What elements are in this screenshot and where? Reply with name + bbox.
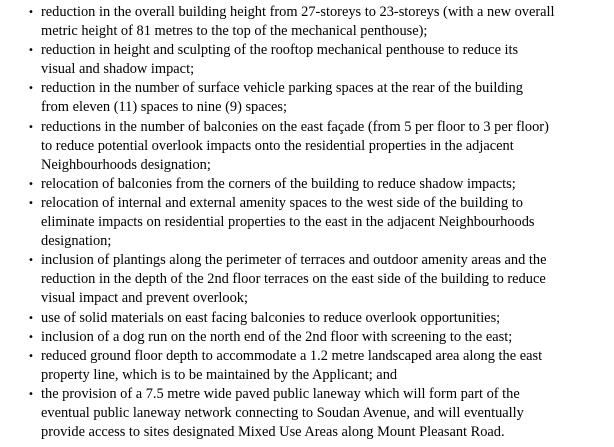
list-item-line: relocation of balconies from the corners of the building to reduce shadow impacts; (41, 175, 516, 192)
bullet-icon: • (28, 331, 34, 343)
list-item-line: use of solid materials on east facing balconies to reduce overlook opportunities; (41, 309, 501, 326)
list-item (0, 41, 614, 79)
list-item-line: reduced ground floor depth to accommodate a 1.2 metre landscaped area along the east (41, 347, 543, 364)
bullet-icon: • (28, 178, 34, 190)
list-item-line: reduction in the depth of the 2nd floor terraces on the east side of the building to reduce (41, 271, 546, 288)
list-item (0, 251, 614, 308)
list-item (0, 175, 614, 194)
list-item-line: reduction in the overall building height from 27-storeys to 23-storeys (with a new overall (41, 4, 555, 20)
list-item-line: visual and shadow impact; (41, 61, 195, 78)
list-item (0, 118, 614, 175)
list-item-line: to reduce potential overlook impacts onto the residential properties in the adjacent (41, 137, 514, 154)
bullet-icon: • (28, 197, 34, 209)
bullet-icon: • (28, 121, 34, 133)
list-item (0, 3, 614, 41)
list-item-line: inclusion of plantings along the perimeter of terraces and outdoor amenity areas and the (41, 252, 547, 269)
list-item-line: designation; (41, 233, 112, 250)
list-item (0, 79, 614, 117)
list-item-line: eliminate impacts on residential properties to the east in the adjacent Neighbourhoods (41, 214, 535, 231)
bullet-list (0, 3, 614, 442)
list-item (0, 385, 614, 442)
list-item (0, 194, 614, 251)
bullet-icon: • (28, 83, 34, 95)
list-item-line: provide access to sites designated Mixed Use Areas along Mount Pleasant Road. (41, 424, 505, 441)
list-item-line: visual impact and prevent overlook; (41, 290, 249, 307)
list-item-line: metric height of 81 metres to the top of the mechanical penthouse); (41, 23, 428, 40)
list-item-line: inclusion of a dog run on the north end of the 2nd floor with screening to the east; (41, 328, 513, 345)
bullet-icon: • (28, 312, 34, 324)
list-item-line: from eleven (11) spaces to nine (9) spaces; (41, 99, 288, 116)
list-item-line: eventual public laneway network connecting to Soudan Avenue, and will eventually (41, 404, 524, 421)
list-item-line: Neighbourhoods designation; (41, 156, 211, 173)
list-item-line: reduction in the number of surface vehicle parking spaces at the rear of the building (41, 80, 523, 97)
list-item-line: reductions in the number of balconies on the east façade (from 5 per floor to 3 per floor) (41, 118, 549, 135)
list-item-line: reduction in height and sculpting of the rooftop mechanical penthouse to reduce its (41, 42, 519, 59)
list-item-line: property line, which is to be maintained by the Applicant; and (41, 366, 398, 383)
bullet-icon: • (28, 388, 34, 400)
bullet-icon: • (28, 45, 34, 57)
list-item-line: relocation of internal and external amenity spaces to the west side of the building to (41, 194, 523, 211)
list-item (0, 347, 614, 385)
bullet-icon: • (28, 255, 34, 267)
bullet-icon: • (28, 7, 34, 18)
bullet-icon: • (28, 350, 34, 362)
list-item (0, 328, 614, 347)
list-item-line: the provision of a 7.5 metre wide paved public laneway which will form part of the (41, 385, 520, 402)
list-item (0, 309, 614, 328)
